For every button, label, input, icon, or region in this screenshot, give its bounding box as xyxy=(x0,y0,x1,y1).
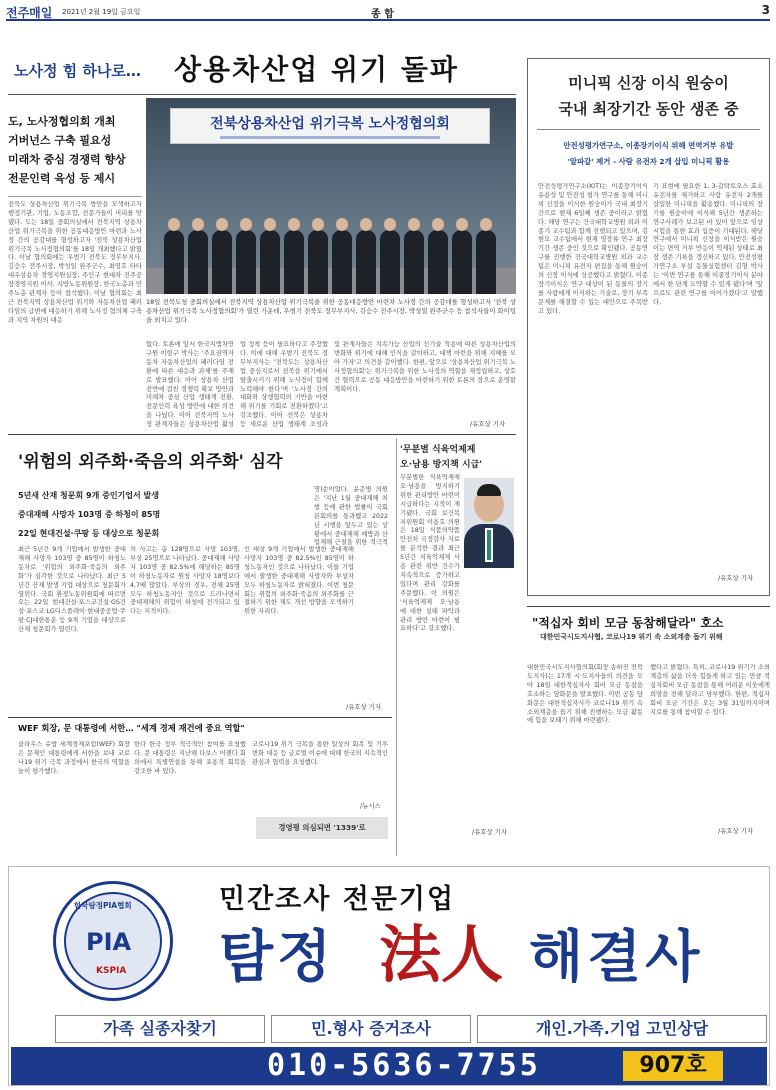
sign-byline: /유호상 기자 xyxy=(718,827,754,835)
ad-office-box xyxy=(623,1051,723,1081)
right-headline-1: 미니픽 신장 이식 원숭이 xyxy=(568,74,729,92)
wef-headline: WEF 회장, 문 대통령에 서한… "세계 경제 재건에 중요 역할" xyxy=(18,723,245,733)
ad-service-3 xyxy=(477,1015,767,1043)
ad-phone-bar xyxy=(11,1047,767,1085)
lead-headline: 상용차산업 위기 돌파 xyxy=(174,53,459,86)
page-number: 3 xyxy=(761,3,770,17)
right-headline-2: 국내 최장기간 동안 생존 중 xyxy=(558,100,739,118)
colophon-box xyxy=(256,817,388,839)
profile-headline-1: '무분별 식육억제제 xyxy=(400,445,476,455)
lead-subheads xyxy=(8,112,142,188)
subhead: 전문인력 육성 등 제시 xyxy=(8,172,116,185)
sign-col1: 대한민국시도지사협의회(회장 송하진 전북도지사)는 17개 시·도지사들의 의견을 모아 18일 대한적십자사 회비 모금 동참을 호소하는 담화문을 발표했다. 이번 공동 담화문은 대한적십자사가 코로나19 위기 속 소외계층을 돕기 위해 진행하는 모금 활동에 힘을 보태기 위해 마련됐다. xyxy=(527,664,643,725)
foreign-decks xyxy=(18,486,318,543)
sign-deck: 대한민국시도지사협, 코로나19 위기 속 소외계층 돕기 위해 xyxy=(540,633,723,641)
profile-body: 무분별한 식육억제제 오·남용을 방지하기 위한 관리방안 마련이 시급하다는 지적이 제기됐다. 국회 보건복지위원회 이용호 의원은 18일 식품의약품안전처 국정감사 자료를 분석한 결과 최근 5년간 식육억제제 사용 관련 위반 건수가 지속적으로 증가하고 있다며 관리 강화를 주문했다. 이 의원은 '식육억제제 오·남용에 대한 실태 파악과 관리 방안 마련이 필요하다'고 강조했다. xyxy=(400,474,460,633)
right-deck-2: '알파갈' 제거 - 사람 유전자 2개 삽입 미니픽 활용 xyxy=(567,157,730,166)
ad-service-2 xyxy=(271,1015,471,1043)
foreign-deck: 중대재해 사망자 103명 중 하청이 85명 xyxy=(18,510,161,519)
lead-col4: 및 관계자들은 지속가능 산업의 신기술 적용에 따른 상용차산업의 변화와 위기에 대해 인식을 같이하고, 대책 마련을 위해 지혜를 모아 가자'고 의견을 같이했다. 한편, 앞으로 '상용차산업 위기극복 노사정협의회'는 위기극복을 위한 노사정의 역할을 재정립하고, 상호간 협력으로 공동 대응방안을 마련하기 위한 토론의 장으로 운영할 계획이다. xyxy=(334,341,516,393)
photo-caption: 18일 전북도청 중회의실에서 전북지역 상용차산업 위기극복을 위한 공동대응방안 마련차 노사정 간의 공감대를 형성하고자 '전북 상용차산업 위기극복 노사정협의회'가 열린 가운데, 우범기 전북도 정무부지사, 김승수 전주시장, 박성일 완주군수 등 참석자들이 화이팅을 외치고 있다. xyxy=(146,298,516,324)
profile-body-tail xyxy=(400,638,514,698)
lead-col2: 없다. 토론에 앞서 한국지엠차연구원 이항구 박사는 '주요권역자동차 자동차산업의 패러다임 전환에 따른 대응과 과제'를 주제로 발표했다. 이어 상용차 산업 전반에 걸친 경쟁력 확보 방안과 미래차 중심 산업 생태계 전환, 전문인력 육성 방안에 대한 의견을 나눴다. 이어 전북지역 노사정 관계자들은 상용차산업 활성 xyxy=(146,341,234,428)
banner-rule xyxy=(220,136,440,139)
right-deck-1: 안전성평가연구소, 이종장기이식 위해 면역거부 유발 xyxy=(563,141,734,150)
right-byline: /유호상 기자 xyxy=(718,574,754,582)
issue-date: 2021년 2월 19일 금요일 xyxy=(62,8,141,16)
ad-service-label: 가족 실종자찾기 xyxy=(103,1019,217,1038)
masthead xyxy=(6,3,770,21)
wef-byline: /뉴시스 xyxy=(360,802,381,810)
foreign-byline: /유호상 기자 xyxy=(346,703,382,711)
ad-main-left: 탐정 xyxy=(219,925,336,990)
event-banner xyxy=(170,108,490,144)
ad-main-mid: 法人 xyxy=(379,918,504,991)
profile-photo xyxy=(464,478,514,568)
profile-byline: /유호상 기자 xyxy=(472,828,508,836)
foreign-col4: 명)순이었다. 윤준병 의원은 '지난 1월 중대재해 처벌 등에 관한 법률이 국회 본회의를 통과했고 2022년 시행을 앞두고 있는 상황에서 중대재해 예방과 산업재해 근절을 위한 적극적 xyxy=(314,486,388,546)
ad-logo-badge xyxy=(53,881,173,1001)
banner-text: 전북상용차산업 위기극복 노사정협의회 xyxy=(210,116,450,132)
foreign-deck: 5년새 산재 청문회 9개 중인기업서 발생 xyxy=(18,491,159,500)
ad-office: 907호 xyxy=(639,1053,707,1078)
ad-phone: 010-5636-7755 xyxy=(267,1048,541,1083)
ad-logo-bottom: KSPIA xyxy=(96,966,127,976)
lead-kicker: 노사정 힘 하나로… xyxy=(14,62,141,80)
foreign-deck: 22일 현대건설·쿠팡 등 대상으로 청문회 xyxy=(18,529,160,538)
foreign-col1: 최근 5년간 9개 기업에서 발생한 중대재해 사망자 103명 중 85명이 하청노동자로 '위험의 외주화·죽음의 외주화'가 심각한 것으로 나타났다. 최근 5년간 산재 발생 기업 대상으로 청문회가 열린다. 국회 환경노동위원회에 따르면 오는 22일 현대건설·포스코건설·GS건설·포스코·LG디스플레이·현대중공업·쿠팡·CJ대한통운 등 9개 기업을 대상으로 산재 청문회가 열린다. xyxy=(18,546,126,634)
lead-col1: 전북도 상용차산업 위기극복 방안을 모색하고자 행정기관, 기업, 노동조합, 전문가들이 머리를 맞댔다. 도는 18일 중회의실에서 전북지역 상용차산업 위기극복을 위한 공동대응방안 마련과 노사정 간의 공감대를 형성하고자 '전북 상용차산업 위기극복 노사정협의회'를 18일 개최했다고 밝혔다. 이날 협의회에는 우범기 전북도 정무부지사, 김승수 전주시장, 박성일 완주군수, 최영호 타타대우상용차 경영지원실장, 주인구 현대차 전주공장경영지원 이사, 지방노동위원장, 한국노총과 민주노총 관계자 등이 참석했다. 이날 협의회는 최근 전북지역 상용차산업 위기와 자동차산업 패러다임의 급변에 대응하기 위해 노사정 협의체 구축과 지역 차원의 대응 xyxy=(8,201,142,324)
foreign-headline: '위험의 외주화·죽음의 외주화' 심각 xyxy=(18,452,283,472)
sign-headline: "적십자 회비 모금 동참해달라" 호소 xyxy=(532,616,724,630)
foreign-col2: 의 사고는 총 128명으로 사망 103명, 부상 25명으로 나타났다. 중대재해 사망자 103명 중 82.5%에 해당하는 85명이 하청노동자로 원청 사망자 18명보다 4.7배 많았다. 부상의 경우, 전체 25명 모두 하청노동자인 것으로 드러나면서 중대재해의 위험이 하청에 전가되고 있다는 지적이다. xyxy=(130,546,240,616)
sign-col2: 했다고 밝혔다. 특히, 코로나19 위기가 소외계층의 삶을 더욱 힘들게 하고 있는 만큼 적십자회비 모금 동참을 통해 어려운 이웃에게 희망을 전해 달라고 당부했다. 한편, 적십자 회비 모금 기간은 오는 3월 31일까지이며 지로를 통해 참여할 수 있다. xyxy=(650,664,770,716)
lead-col3: 업 정착 등이 필요하다고 주장했다. 이에 대해 우범기 전북도 정무부지사는 '전북도는 상용차산업 중심지로서 전북을 위기에서 탈출시키기 위해 노사정이 함께 노력해야 한다'며 '노사정 간의 대화와 상생협력의 기반을 마련해 위기를 기회로 전환하겠다'고 강조했다. 이어 전북은 상용차 등 새로운 산업 생태계 조성과 xyxy=(240,341,328,428)
profile-headline-2: 오·남용 방지책 시급' xyxy=(400,460,482,470)
ad-logo-mid: PIA xyxy=(86,928,132,956)
right-col2: 기 표현에 필요한 1, 3-갈락토오스 효소 유전자를 제거하고 사람 유전자 2개를 삽입한 미니픽을 활용했다. 미니픽의 장기를 원숭이에 이식해 5년간 생존하는 연구사례가 보고된 바 있어 앞으로 임상시험을 통한 효과 입증이 기대된다. 해당 연구에서 미니픽 신장을 이식받은 원숭이는 면역 거부 반응이 억제된 상태로 최장 생존 기록을 갱신하고 있다. 안전성평가연구소 부설 동물실험센터 김형 박사는 '이번 연구를 통해 이종장기이식 분야에서 한 단계 도약할 수 있게 됐다'며 '앞으로도 관련 연구를 이어가겠다'고 말했다. xyxy=(653,183,763,306)
right-col1: 안전성평가연구소(KIT)는 이종장기이식 유용성 및 안전성 평가 연구를 통해 미니픽 신장을 이식한 원숭이가 국내 최장기간으로 현재 6일째 생존 중이라고 밝혔다. 해당 연구는 건국대학교병원 외과 이종기 교수팀과 함께 진행되고 있으며, 김현모 교수팀에서 현재 영장류 연구 최장 기간 생존 중인 것으로 확인됐다. 공동연구를 진행한 건국대학교병원 외과 교수팀은 미니픽 유전자 편집을 통해 원숭이의 신장 이식에 성공했다고 밝혔다. 이종장기이식은 연구 대상이 된 동물의 장기를 사람에게 이식하는 기술로, 장기 부족 문제를 해결할 수 있는 대안으로 주목받고 있다. xyxy=(538,183,648,315)
ad-service-label: 개인.가족.기업 고민상담 xyxy=(535,1019,709,1038)
ad-logo-top: 한국탐정PIA협회 xyxy=(74,901,132,910)
wef-col1: 클라우스 슈밥 세계경제포럼(WEF) 회장은 문재인 대통령에게 서한을 보내 코로나19 위기 극복 과정에서 한국의 역할을 높이 평가했다. xyxy=(18,741,130,775)
wef-col3: 코로나19 위기 극복을 통한 일상의 회복 및 기후변화 대응 등 글로벌 이슈에 대해 한국의 지속적인 관심과 협력을 요청했다. xyxy=(252,741,388,766)
colophon-text: 경영평 의심되면 '1339'로 xyxy=(278,823,366,832)
ad-frame xyxy=(8,866,770,1086)
paper-name: 전주매일 xyxy=(6,6,53,20)
ad-main-right: 해결사 xyxy=(529,925,704,990)
section-name: 종 합 xyxy=(371,9,394,20)
ad-service-label: 민.형사 증거조사 xyxy=(311,1019,431,1038)
subhead: 거버넌스 구축 필요성 xyxy=(8,134,112,147)
foreign-col3: 인 대상 9개 기업에서 발생한 중대재해 사망자 103명 중 82.5%인 85명이 하청노동자인 것으로 나타났다. 이들 기업에서 발생한 중대재해 사망자와 부상자 모두 하청노동자로 밝혀졌다. 이번 청문회는 위험의 외주화·죽음의 외주화를 근절하기 위한 제도 개선 방향을 모색하기 위한 자리다. xyxy=(244,546,354,616)
lead-byline: /유호상 기자 xyxy=(470,420,506,428)
ad-service-1 xyxy=(55,1015,265,1043)
group-photo xyxy=(146,98,516,294)
wef-col2: 한다 한국 정부 적극적인 참여를 요청했다. 문 대통령은 지난해 다보스 어젠다 회의에서 특별연설을 통해 포용적 회복을 강조한 바 있다. xyxy=(134,741,246,775)
ad-title: 민간조사 전문기업 xyxy=(219,884,456,915)
subhead: 도, 노사정협의회 개최 xyxy=(8,115,116,128)
subhead: 미래차 중심 경쟁력 향상 xyxy=(8,153,126,166)
